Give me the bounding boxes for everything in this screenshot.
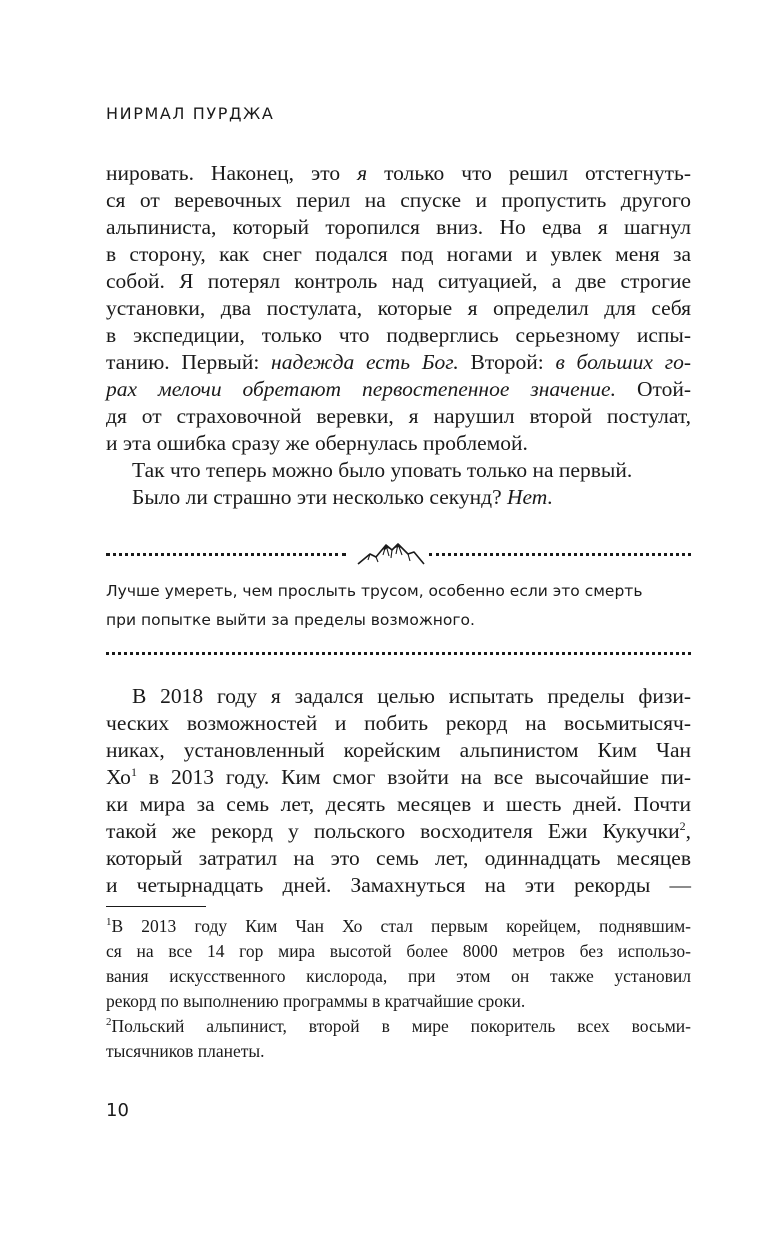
footnote-separator (106, 906, 206, 907)
body-text-block-2 (106, 683, 691, 899)
footnote-line: тысячников планеты. (106, 1041, 265, 1061)
dotted-rule (106, 652, 691, 655)
running-head: НИРМАЛ ПУРДЖА (106, 104, 275, 123)
text-line: который затратил на это семь лет, одиннадцать месяцев (106, 846, 691, 870)
text-line: нировать. Наконец, это я только что решил отстегнуть- (106, 161, 692, 185)
footnotes (106, 914, 691, 1064)
text-line: альпиниста, который торопился вниз. Но едва я шагнул (106, 215, 691, 239)
text-line: дя от страховочной веревки, я нарушил второй постулат, (106, 404, 691, 428)
footnote-line: вания искусственного кислорода, при этом он также установил (106, 966, 691, 986)
text-line: и четырнадцать дней. Замахнуться на эти рекорды — (106, 873, 691, 897)
footnote-line: ся на все 14 гор мира высотой более 8000 метров без использо- (106, 941, 691, 961)
mountain-icon (356, 540, 426, 568)
footnote-number: 2 (106, 1016, 112, 1029)
text-line: в экспедиции, только что подверглись серьезному испы- (106, 323, 691, 347)
text-line: собой. Я потерял контроль над ситуацией, а две строгие (106, 269, 691, 293)
ornament-divider (106, 540, 691, 568)
text-line: танию. Первый: надежда есть Бог. Второй: в больших го- (106, 350, 692, 374)
footnote-line: $^2$Польский альпинист, второй в мире покоритель всех восьми- (106, 1016, 691, 1036)
text-line: рах мелочи обретают первостепенное значение. Отой- (106, 377, 692, 401)
dotted-rule (429, 553, 691, 556)
text-line: никах, установленный корейским альпинистом Ким Чан (106, 738, 691, 762)
text-line: такой же рекорд у польского восходителя Ежи Кукучки$^2$, (106, 818, 691, 843)
text-line: ся от веревочных перил на спуске и пропустить другого (106, 188, 691, 212)
dotted-rule (106, 553, 346, 556)
text-line: и эта ошибка сразу же обернулась проблемой. (106, 431, 528, 455)
footnote-line: рекорд по выполнению программы в кратчайшие сроки. (106, 991, 526, 1011)
text-line: Так что теперь можно было уповать только на первый. (132, 458, 633, 482)
footnote-ref[interactable]: 1 (130, 764, 137, 779)
page-number: 10 (106, 1100, 129, 1121)
footnote-line: $^1$В 2013 году Ким Чан Хо стал первым корейцем, поднявшим- (106, 916, 691, 936)
body-text-block-1 (106, 160, 691, 511)
text-line: Было ли страшно эти несколько секунд? Нет. (132, 485, 553, 509)
pull-quote (106, 577, 691, 635)
quote-line: при попытке выйти за пределы возможного. (106, 611, 475, 629)
text-line: в сторону, как снег подался под ногами и увлек меня за (106, 242, 691, 266)
footnote-number: 1 (106, 916, 112, 929)
text-line: ческих возможностей и побить рекорд на восьмитысяч- (106, 711, 691, 735)
quote-line: Лучше умереть, чем прослыть трусом, особенно если это смерть (106, 582, 643, 600)
text-line: ки мира за семь лет, десять месяцев и шесть дней. Почти (106, 792, 691, 816)
footnote-ref[interactable]: 2 (679, 818, 686, 833)
text-line: установки, два постулата, которые я определил для себя (106, 296, 691, 320)
text-line: $Хо^1$ в 2013 году. Ким смог взойти на все высочайшие пи- (106, 764, 691, 789)
text-line: В 2018 году я задался целью испытать пределы физи- (132, 684, 691, 708)
